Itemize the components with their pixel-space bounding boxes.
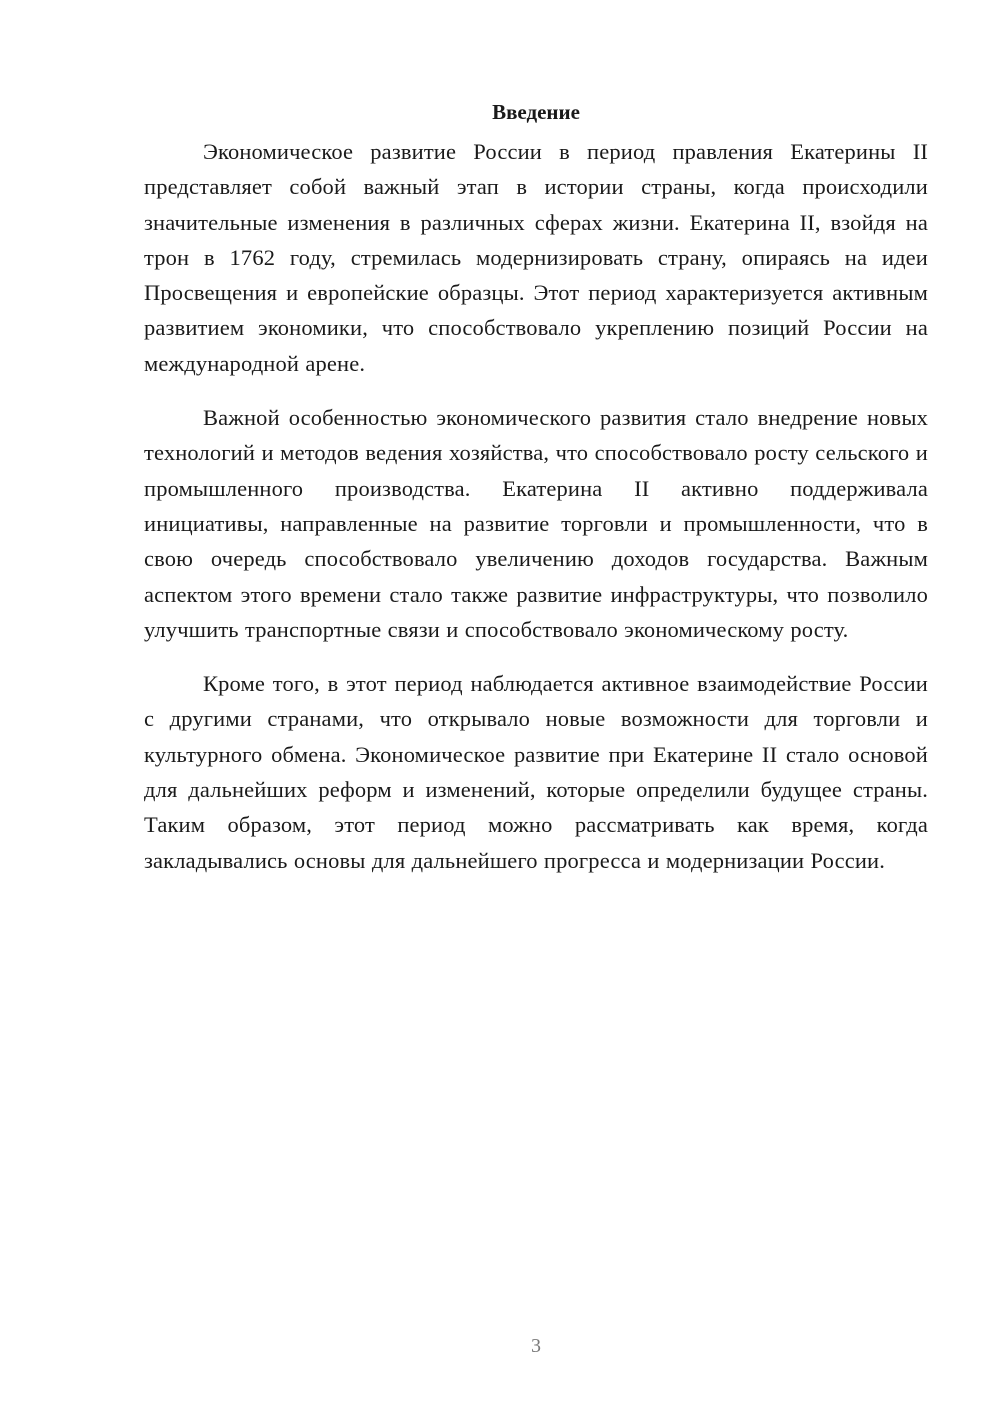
paragraph-2: Важной особенностью экономического развития стало внедрение новых технологий и методов ведения хозяйства, что способствовало росту сельского и промышленного производства. Екатерина II активно поддерживала инициативы, направленные на развитие торговли и промышленности, что в свою очередь способствовало увеличению доходов государства. Важным аспектом этого времени стало также развитие инфраструктуры, что позволило улучшить транспортные связи и способствовало экономическому росту. [144,405,928,642]
paragraph-1: Экономическое развитие России в период правления Екатерины II представляет собой важный этап в истории страны, когда происходили значительные изменения в различных сферах жизни. Екатерина II, взойдя на трон в 1762 году, стремилась модернизировать страну, опираясь на идеи Просвещения и европейские образцы. Этот период характеризуется активным развитием экономики, что способствовало укреплению позиций России на международной арене. [144,139,928,376]
paragraph-3: Кроме того, в этот период наблюдается активное взаимодействие России с другими странами, что открывало новые возможности для торговли и культурного обмена. Экономическое развитие при Екатерине II стало основой для дальнейших реформ и изменений, которые определили будущее страны. Таким образом, этот период можно рассматривать как время, когда закладывались основы для дальнейшего прогресса и модернизации России. [144,671,928,873]
page-content [144,98,928,897]
section-heading: Введение [492,100,580,124]
page-number: 3 [531,1335,541,1357]
